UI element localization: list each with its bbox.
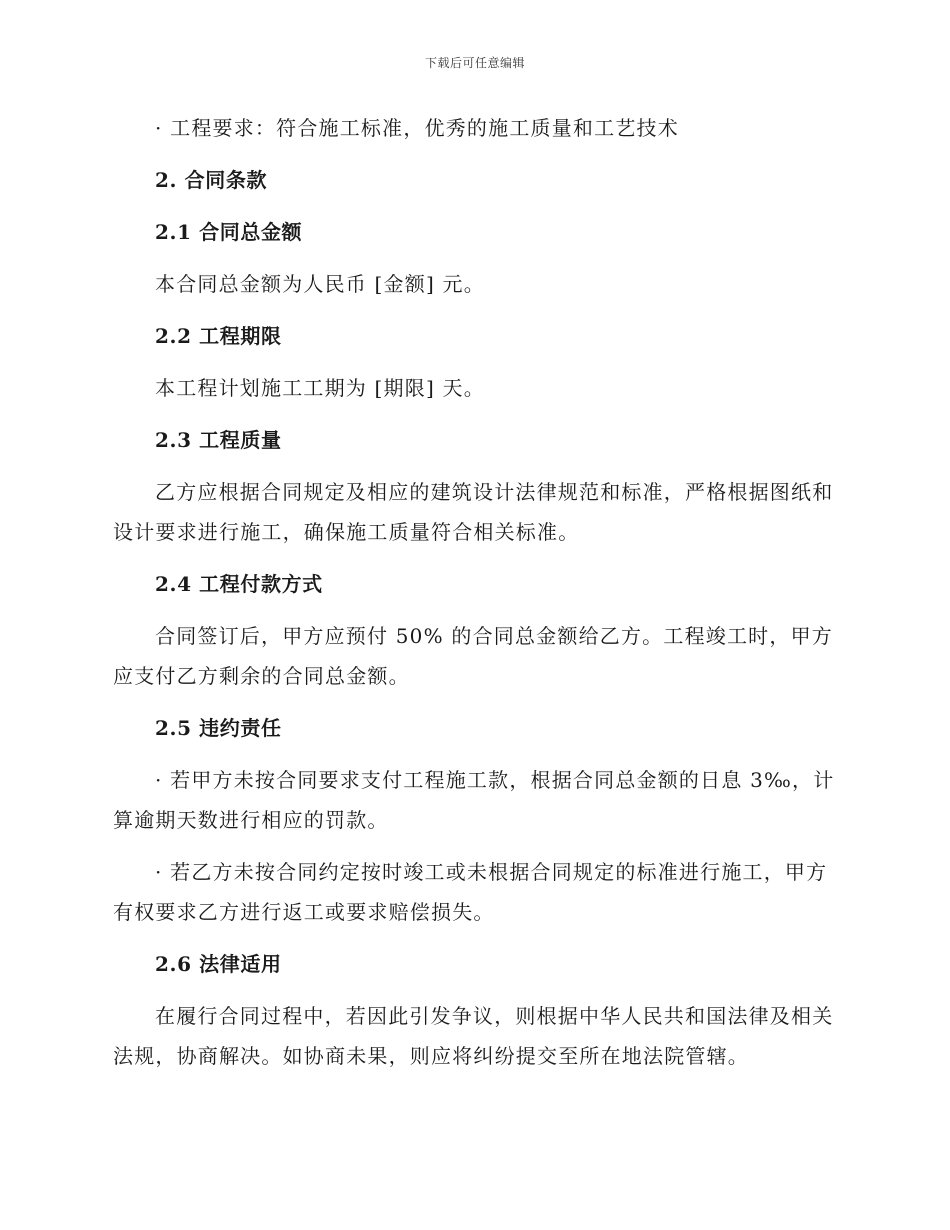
page-header: 下载后可任意编辑 <box>424 56 525 70</box>
paragraph-payment-method: 合同签订后，甲方应预付 50% 的合同总金额给乙方。工程竣工时，甲方应支付乙方剩余的合同总金额。 <box>113 624 833 688</box>
heading-project-quality: 2.3 工程质量 <box>155 428 282 452</box>
paragraph-project-requirements: · 工程要求：符合施工标准，优秀的施工质量和工艺技术 <box>155 116 679 140</box>
heading-applicable-law: 2.6 法律适用 <box>155 952 282 976</box>
heading-project-duration: 2.2 工程期限 <box>155 324 282 348</box>
document-body <box>113 108 837 1088</box>
paragraph-project-duration: 本工程计划施工工期为 [期限] 天。 <box>155 376 485 400</box>
heading-payment-method: 2.4 工程付款方式 <box>155 572 323 596</box>
paragraph-breach-party-b: · 若乙方未按合同约定按时竣工或未根据合同规定的标准进行施工，甲方有权要求乙方进行返工或要求赔偿损失。 <box>113 860 828 924</box>
heading-contract-terms: 2. 合同条款 <box>155 168 268 192</box>
heading-total-amount: 2.1 合同总金额 <box>155 220 303 244</box>
heading-breach-liability: 2.5 违约责任 <box>155 716 282 740</box>
paragraph-project-quality: 乙方应根据合同规定及相应的建筑设计法律规范和标准，严格根据图纸和设计要求进行施工，确保施工质量符合相关标准。 <box>113 480 834 544</box>
paragraph-total-amount: 本合同总金额为人民币 [金额] 元。 <box>155 272 485 296</box>
paragraph-breach-party-a: · 若甲方未按合同要求支付工程施工款，根据合同总金额的日息 3‰，计算逾期天数进行相应的罚款。 <box>113 768 835 832</box>
paragraph-applicable-law: 在履行合同过程中，若因此引发争议，则根据中华人民共和国法律及相关法规，协商解决。如协商未果，则应将纠纷提交至所在地法院管辖。 <box>113 1004 834 1068</box>
